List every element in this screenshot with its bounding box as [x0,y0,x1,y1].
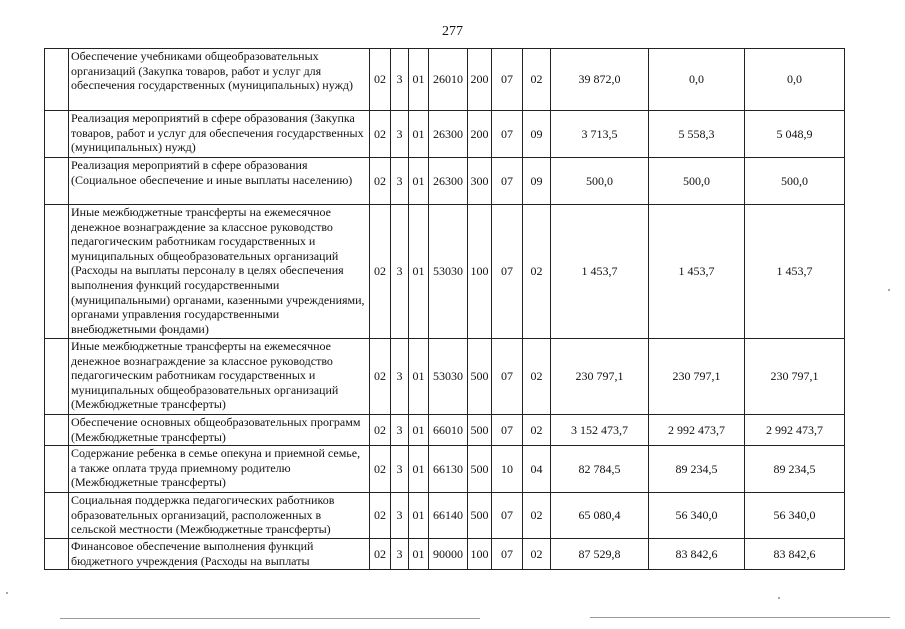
row-blank-cell [45,415,69,446]
row-code-subprogram: 3 [391,339,409,415]
row-code-expense-type: 100 [468,539,492,570]
row-blank-cell [45,49,69,111]
row-code-program: 02 [370,49,391,111]
row-code-event: 01 [409,111,429,158]
row-code-event: 01 [409,415,429,446]
row-amount-2: 230 797,1 [649,339,745,415]
row-amount-3: 56 340,0 [745,493,845,539]
row-amount-2: 2 992 473,7 [649,415,745,446]
row-blank-cell [45,539,69,570]
row-name: Реализация мероприятий в сфере образования (Социальное обеспечение и иные выплаты населению) [69,158,370,205]
row-code-subsection: 09 [523,158,551,205]
row-amount-1: 3 713,5 [551,111,649,158]
row-amount-3: 83 842,6 [745,539,845,570]
row-code-program: 02 [370,493,391,539]
row-code-subprogram: 3 [391,49,409,111]
row-amount-3: 2 992 473,7 [745,415,845,446]
row-amount-3: 1 453,7 [745,205,845,339]
row-code-section: 07 [492,111,523,158]
row-amount-3: 89 234,5 [745,446,845,493]
scan-artifact-dot [778,597,780,599]
row-code-expense-type: 300 [468,158,492,205]
table-row [45,493,845,539]
row-code-section: 07 [492,415,523,446]
row-code-subsection: 09 [523,111,551,158]
row-code-section: 07 [492,49,523,111]
row-amount-2: 5 558,3 [649,111,745,158]
row-code-subprogram: 3 [391,539,409,570]
row-code-program: 02 [370,446,391,493]
row-code-program: 02 [370,158,391,205]
row-code-event: 01 [409,49,429,111]
table-row [45,446,845,493]
row-code-direction: 26300 [429,158,468,205]
row-code-event: 01 [409,339,429,415]
table-row [45,111,845,158]
row-code-direction: 53030 [429,339,468,415]
row-code-section: 07 [492,493,523,539]
row-code-expense-type: 500 [468,339,492,415]
row-amount-1: 500,0 [551,158,649,205]
page-number: 277 [442,24,463,39]
row-blank-cell [45,446,69,493]
row-amount-1: 230 797,1 [551,339,649,415]
row-amount-2: 56 340,0 [649,493,745,539]
row-code-expense-type: 100 [468,205,492,339]
row-code-direction: 26300 [429,111,468,158]
row-code-subprogram: 3 [391,415,409,446]
row-amount-1: 65 080,4 [551,493,649,539]
scan-artifact-dot [6,592,8,594]
row-name: Социальная поддержка педагогических работников образовательных организаций, расположенных в сельской местности (Межбюджетные трансферты) [69,493,370,539]
row-code-direction: 53030 [429,205,468,339]
row-blank-cell [45,158,69,205]
row-code-subprogram: 3 [391,111,409,158]
row-amount-2: 1 453,7 [649,205,745,339]
row-blank-cell [45,339,69,415]
row-amount-2: 83 842,6 [649,539,745,570]
table-row [45,205,845,339]
row-code-subprogram: 3 [391,493,409,539]
row-blank-cell [45,205,69,339]
row-code-expense-type: 200 [468,49,492,111]
row-name: Иные межбюджетные трансферты на ежемесячное денежное вознаграждение за классное руководство педагогическим работникам государственных и муниципальных общеобразовательных организаций (Межбюджетные трансферты) [69,339,370,415]
row-name: Обеспечение основных общеобразовательных программ (Межбюджетные трансферты) [69,415,370,446]
table-row [45,339,845,415]
row-code-section: 07 [492,158,523,205]
budget-table [44,48,845,570]
row-code-event: 01 [409,205,429,339]
row-code-program: 02 [370,415,391,446]
row-code-expense-type: 500 [468,446,492,493]
row-code-direction: 90000 [429,539,468,570]
scan-artifact-dot [888,289,890,291]
row-code-subsection: 02 [523,49,551,111]
row-amount-2: 0,0 [649,49,745,111]
table-row [45,415,845,446]
row-blank-cell [45,493,69,539]
row-code-subprogram: 3 [391,205,409,339]
row-code-program: 02 [370,339,391,415]
row-code-subsection: 02 [523,205,551,339]
row-amount-1: 82 784,5 [551,446,649,493]
row-amount-1: 39 872,0 [551,49,649,111]
row-code-program: 02 [370,111,391,158]
row-code-subsection: 02 [523,493,551,539]
row-code-program: 02 [370,539,391,570]
row-amount-3: 500,0 [745,158,845,205]
row-code-section: 07 [492,539,523,570]
row-amount-1: 87 529,8 [551,539,649,570]
table-row [45,158,845,205]
row-name: Обеспечение учебниками общеобразовательных организаций (Закупка товаров, работ и услуг для обеспечения государственных (муниципальных) нужд) [69,49,370,111]
row-code-expense-type: 500 [468,493,492,539]
row-amount-2: 89 234,5 [649,446,745,493]
row-code-subprogram: 3 [391,158,409,205]
row-code-direction: 66010 [429,415,468,446]
row-code-section: 07 [492,205,523,339]
row-name: Содержание ребенка в семье опекуна и приемной семье, а также оплата труда приемному родителю (Межбюджетные трансферты) [69,446,370,493]
row-code-expense-type: 200 [468,111,492,158]
row-code-direction: 26010 [429,49,468,111]
row-code-subsection: 02 [523,539,551,570]
row-code-subsection: 02 [523,339,551,415]
row-code-section: 07 [492,339,523,415]
row-code-event: 01 [409,493,429,539]
row-code-direction: 66130 [429,446,468,493]
row-amount-1: 3 152 473,7 [551,415,649,446]
row-code-event: 01 [409,539,429,570]
row-name: Финансовое обеспечение выполнения функций бюджетного учреждения (Расходы на выплаты [69,539,370,570]
row-code-program: 02 [370,205,391,339]
row-amount-3: 5 048,9 [745,111,845,158]
row-name: Иные межбюджетные трансферты на ежемесячное денежное вознаграждение за классное руководство педагогическим работникам государственных и муниципальных общеобразовательных организаций (Расходы на выплаты персоналу в целях обеспечения выполнения функций государственными (муниципальными) органами, казенными учреждениями, органами управления государственными внебюджетными фондами) [69,205,370,339]
row-amount-3: 230 797,1 [745,339,845,415]
row-amount-1: 1 453,7 [551,205,649,339]
table-row [45,49,845,111]
row-code-subsection: 04 [523,446,551,493]
row-code-expense-type: 500 [468,415,492,446]
row-amount-2: 500,0 [649,158,745,205]
scan-artifact-line [590,617,890,618]
row-code-subprogram: 3 [391,446,409,493]
row-code-event: 01 [409,158,429,205]
table-row [45,539,845,570]
row-blank-cell [45,111,69,158]
row-code-event: 01 [409,446,429,493]
row-code-direction: 66140 [429,493,468,539]
row-amount-3: 0,0 [745,49,845,111]
row-code-subsection: 02 [523,415,551,446]
row-code-section: 10 [492,446,523,493]
row-name: Реализация мероприятий в сфере образования (Закупка товаров, работ и услуг для обеспечения государственных (муниципальных) нужд) [69,111,370,158]
scan-artifact-line [60,618,480,619]
